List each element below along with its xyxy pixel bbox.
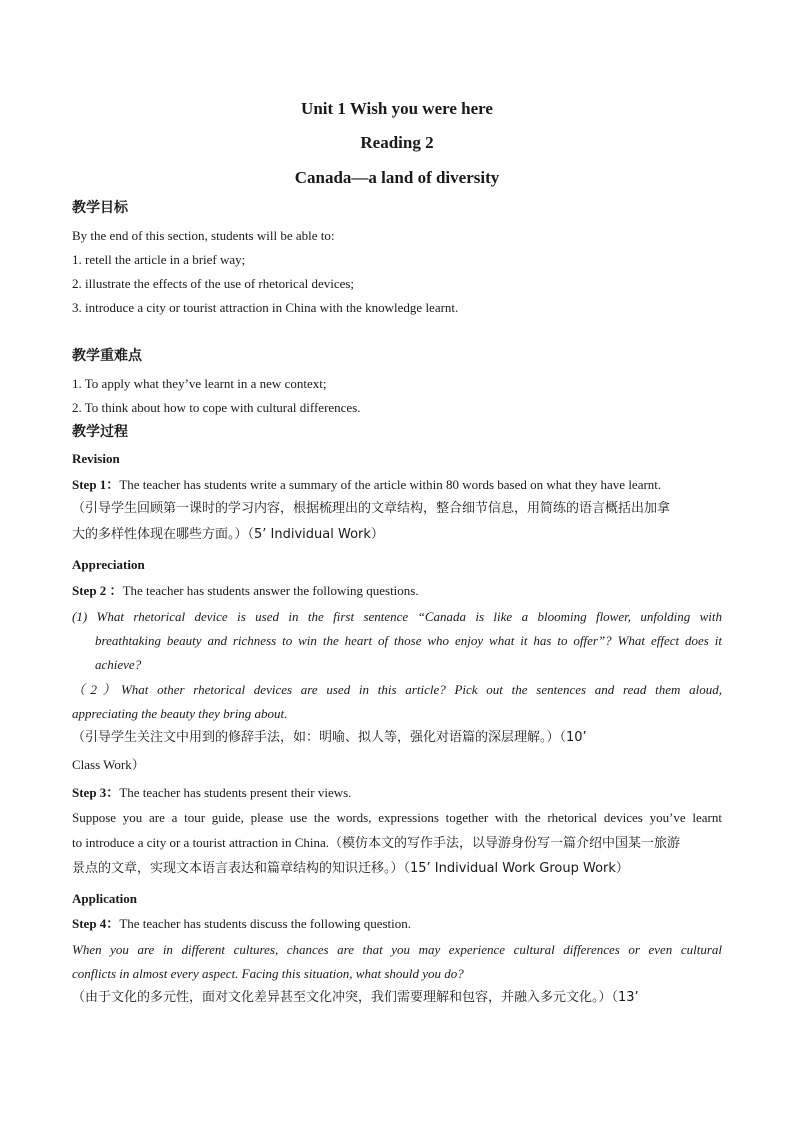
step-2-label: Step 2 ： bbox=[72, 583, 123, 598]
step-4-label: Step 4： bbox=[72, 916, 120, 931]
step-3-text: The teacher has students present their views. bbox=[119, 785, 352, 800]
step-2-text: The teacher has students answer the following questions. bbox=[122, 583, 419, 598]
revision-note: 大的多样性体现在哪些方面。）（5’ Individual Work） bbox=[72, 527, 384, 542]
step-3 bbox=[72, 786, 722, 799]
question-1-line: (1) What rhetorical device is used in the first sentence “Canada is like a blooming flower, unfolding with bbox=[72, 609, 722, 624]
step-1 bbox=[72, 478, 722, 491]
objective-item: 3. introduce a city or tourist attraction in China with the knowledge learnt. bbox=[72, 300, 459, 315]
question-1-line: breathtaking beauty and richness to win the heart of those who enjoy what it has to offer”? What effect does it bbox=[95, 633, 722, 648]
step-1-text: The teacher has students write a summary of the article within 80 words based on what they have learnt. bbox=[119, 477, 662, 492]
objectives-intro: By the end of this section, students will be able to: bbox=[72, 228, 335, 243]
objectives-heading: 教学目标 bbox=[72, 200, 128, 216]
key-points-heading: 教学重难点 bbox=[72, 348, 142, 364]
step-1-label: Step 1： bbox=[72, 477, 120, 492]
key-point-item: 2. To think about how to cope with cultural differences. bbox=[72, 400, 361, 415]
step-4-question-line: When you are in different cultures, chances are that you may experience cultural differences or even cultural bbox=[72, 942, 722, 957]
objective-item: 1. retell the article in a brief way; bbox=[72, 252, 246, 267]
application-label: Application bbox=[72, 891, 138, 906]
question-2-line: （2）What other rhetorical devices are used in this article? Pick out the sentences and read them aloud, bbox=[72, 682, 722, 697]
step-3-task-line: Suppose you are a tour guide, please use the words, expressions together with the rhetorical devices you’ve learnt bbox=[72, 810, 722, 825]
step-3-label: Step 3： bbox=[72, 785, 120, 800]
key-point-item: 1. To apply what they’ve learnt in a new context; bbox=[72, 376, 327, 391]
process-heading: 教学过程 bbox=[72, 424, 128, 440]
step-3-task-line: to introduce a city or a tourist attraction in China.（模仿本文的写作手法，以导游身份写一篇介绍中国某一旅游 bbox=[72, 835, 681, 850]
step-2 bbox=[72, 584, 722, 597]
revision-label: Revision bbox=[72, 451, 120, 466]
application-note: （由于文化的多元性，面对文化差异甚至文化冲突，我们需要理解和包容，并融入多元文化。）（13’ bbox=[72, 990, 639, 1005]
unit-title: Unit 1 Wish you were here bbox=[301, 99, 493, 118]
step-4 bbox=[72, 917, 722, 930]
step-3-task-line: 景点的文章，实现文本语言表达和篇章结构的知识迁移。）（15’ Individual Work Group Work） bbox=[72, 861, 629, 876]
step-4-question-line: conflicts in almost every aspect. Facing this situation, what should you do? bbox=[72, 966, 464, 981]
appreciation-note: （引导学生关注文中用到的修辞手法，如：明喻、拟人等，强化对语篇的深层理解。）（10’ bbox=[72, 730, 587, 745]
step-4-text: The teacher has students discuss the following question. bbox=[119, 916, 412, 931]
appreciation-label: Appreciation bbox=[72, 557, 145, 572]
revision-note: （引导学生回顾第一课时的学习内容，根据梳理出的文章结构，整合细节信息，用简练的语言概括出加拿 bbox=[72, 501, 671, 516]
objective-item: 2. illustrate the effects of the use of rhetorical devices; bbox=[72, 276, 355, 291]
appreciation-note: Class Work） bbox=[72, 757, 145, 772]
question-2-line: appreciating the beauty they bring about. bbox=[72, 706, 288, 721]
topic-title: Canada—a land of diversity bbox=[294, 168, 500, 187]
question-1-line: achieve? bbox=[95, 657, 142, 672]
reading-title: Reading 2 bbox=[360, 133, 434, 152]
